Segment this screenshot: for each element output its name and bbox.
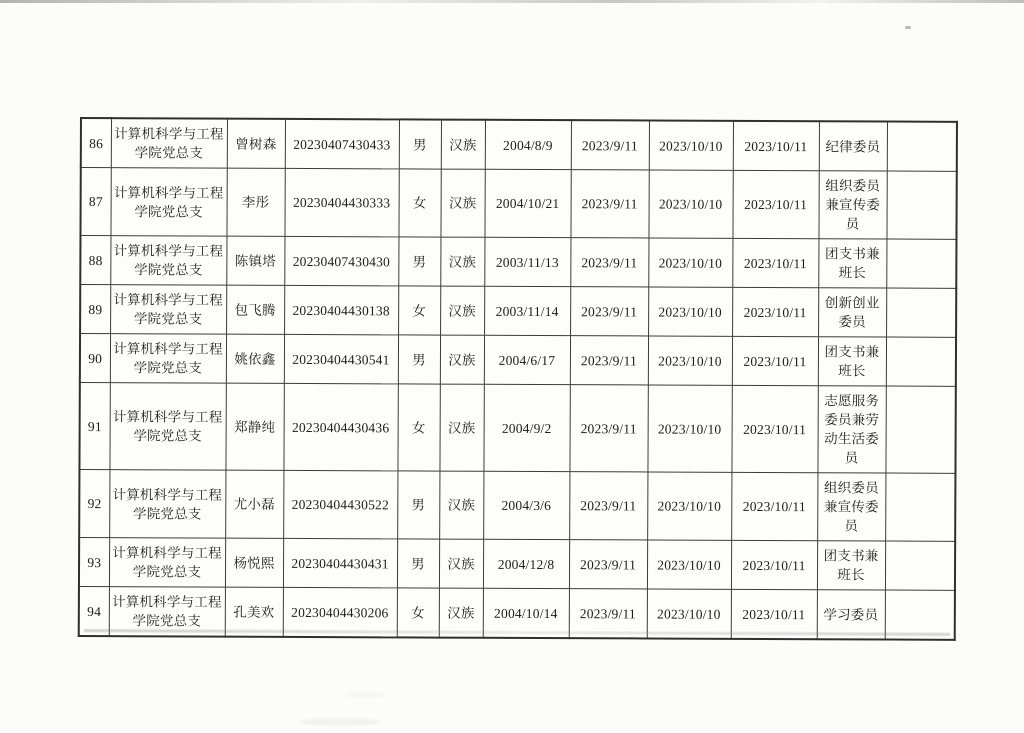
cell-date-2: 2023/10/10 <box>648 336 732 385</box>
cell-position: 组织委员兼宣传委员 <box>818 171 886 239</box>
scan-speck-artifact <box>905 26 911 29</box>
cell-name: 姚依鑫 <box>226 334 284 383</box>
cell-date-3: 2023/10/11 <box>732 170 818 238</box>
cell-birth-date: 2004/10/14 <box>483 588 569 638</box>
table-row <box>80 334 956 387</box>
table-row <box>80 285 956 338</box>
cell-name: 包飞腾 <box>226 285 284 334</box>
cell-gender: 男 <box>397 471 439 539</box>
cell-student-id: 20230404430138 <box>284 285 398 334</box>
cell-date-3: 2023/10/11 <box>731 472 817 540</box>
cell-position: 组织委员兼宣传委员 <box>817 473 885 541</box>
cell-date-2: 2023/10/10 <box>647 589 731 639</box>
cell-position: 团支书兼班长 <box>818 239 886 288</box>
cell-student-id: 20230404430436 <box>283 383 397 470</box>
cell-position: 团支书兼班长 <box>817 541 885 590</box>
cell-student-id: 20230404430431 <box>283 538 397 587</box>
cell-row-number: 94 <box>79 586 109 636</box>
cell-date-2: 2023/10/10 <box>648 170 732 238</box>
cell-student-id: 20230404430333 <box>284 168 398 236</box>
cell-date-1: 2023/9/11 <box>570 287 648 336</box>
cell-position: 学习委员 <box>817 590 885 640</box>
cell-date-2: 2023/10/10 <box>647 472 731 540</box>
cell-row-number: 88 <box>80 236 110 285</box>
cell-date-2: 2023/10/10 <box>648 238 732 287</box>
cell-student-id: 20230404430522 <box>283 470 397 538</box>
cell-date-3: 2023/10/11 <box>732 287 818 336</box>
scan-edge-artifact <box>0 0 1024 3</box>
cell-ethnicity: 汉族 <box>439 471 483 539</box>
cell-date-3: 2023/10/11 <box>731 540 817 589</box>
table-row <box>79 470 955 542</box>
table-row <box>80 236 956 289</box>
cell-date-2: 2023/10/10 <box>647 385 731 472</box>
cell-student-id: 20230404430206 <box>283 587 397 637</box>
scan-smudge-artifact <box>300 718 380 726</box>
table-row <box>79 538 955 591</box>
cell-position: 纪律委员 <box>819 121 887 171</box>
cell-ethnicity: 汉族 <box>439 384 483 471</box>
cell-note <box>887 122 957 172</box>
cell-ethnicity: 汉族 <box>440 335 484 384</box>
cell-date-1: 2023/9/11 <box>571 120 649 170</box>
party-member-roster-table <box>78 117 958 641</box>
cell-name: 郑静纯 <box>225 383 283 470</box>
cell-student-id: 20230404430541 <box>284 334 398 383</box>
cell-ethnicity: 汉族 <box>439 588 483 638</box>
cell-org: 计算机科学与工程学院党总支 <box>110 285 226 335</box>
cell-ethnicity: 汉族 <box>440 286 484 335</box>
cell-note <box>886 337 956 386</box>
cell-gender: 女 <box>398 286 440 335</box>
scan-smudge-artifact <box>345 692 385 698</box>
cell-birth-date: 2004/6/17 <box>484 335 570 384</box>
cell-birth-date: 2004/3/6 <box>483 471 569 539</box>
cell-row-number: 91 <box>79 383 109 470</box>
cell-row-number: 92 <box>79 470 109 538</box>
cell-date-1: 2023/9/11 <box>569 589 647 639</box>
cell-date-3: 2023/10/11 <box>733 121 819 171</box>
cell-position: 创新创业委员 <box>818 288 886 337</box>
cell-student-id: 20230407430433 <box>285 119 399 169</box>
cell-position: 团支书兼班长 <box>818 337 886 386</box>
cell-name: 曾树森 <box>227 119 285 169</box>
cell-org: 计算机科学与工程学院党总支 <box>110 236 226 286</box>
cell-date-3: 2023/10/11 <box>731 589 817 639</box>
cell-org: 计算机科学与工程学院党总支 <box>111 118 227 168</box>
cell-org: 计算机科学与工程学院党总支 <box>109 538 225 588</box>
cell-gender: 男 <box>397 539 439 588</box>
cell-row-number: 89 <box>80 285 110 334</box>
cell-org: 计算机科学与工程学院党总支 <box>110 168 226 237</box>
table-row <box>79 383 955 474</box>
cell-date-1: 2023/9/11 <box>569 472 647 540</box>
cell-org: 计算机科学与工程学院党总支 <box>109 383 225 471</box>
cell-name: 杨悦熙 <box>225 538 283 587</box>
cell-date-2: 2023/10/10 <box>648 287 732 336</box>
cell-date-3: 2023/10/11 <box>732 238 818 287</box>
cell-gender: 男 <box>398 237 440 286</box>
cell-row-number: 87 <box>80 168 110 236</box>
cell-row-number: 93 <box>79 538 109 587</box>
cell-name: 陈镇塔 <box>226 236 284 285</box>
cell-ethnicity: 汉族 <box>440 237 484 286</box>
cell-name: 尤小磊 <box>225 470 283 538</box>
cell-date-1: 2023/9/11 <box>570 336 648 385</box>
cell-birth-date: 2004/9/2 <box>483 384 569 471</box>
cell-note <box>886 239 956 288</box>
cell-name: 孔美欢 <box>225 587 283 637</box>
cell-birth-date: 2004/10/21 <box>484 169 570 237</box>
cell-ethnicity: 汉族 <box>440 169 484 237</box>
cell-note <box>886 288 956 337</box>
cell-birth-date: 2003/11/13 <box>484 237 570 286</box>
cell-row-number: 90 <box>80 334 110 383</box>
cell-org: 计算机科学与工程学院党总支 <box>110 334 226 384</box>
cell-name: 李彤 <box>226 168 284 236</box>
table-row <box>80 168 956 240</box>
cell-gender: 男 <box>398 335 440 384</box>
cell-student-id: 20230407430430 <box>284 236 398 285</box>
cell-gender: 女 <box>397 384 439 471</box>
cell-ethnicity: 汉族 <box>439 539 483 588</box>
cell-date-3: 2023/10/11 <box>732 336 818 385</box>
cell-date-2: 2023/10/10 <box>649 120 733 170</box>
cell-position: 志愿服务委员兼劳动生活委员 <box>817 386 885 473</box>
cell-date-1: 2023/9/11 <box>569 540 647 589</box>
cell-gender: 女 <box>397 588 439 638</box>
cell-note <box>885 473 955 541</box>
cell-date-1: 2023/9/11 <box>569 385 647 472</box>
cell-date-1: 2023/9/11 <box>570 238 648 287</box>
cell-row-number: 86 <box>81 118 111 168</box>
cell-birth-date: 2003/11/14 <box>484 286 570 335</box>
cell-birth-date: 2004/8/9 <box>485 120 571 170</box>
cell-note <box>885 541 955 590</box>
cell-date-3: 2023/10/11 <box>731 385 817 472</box>
roster-table-wrap <box>78 117 958 641</box>
cell-ethnicity: 汉族 <box>441 120 485 170</box>
cell-org: 计算机科学与工程学院党总支 <box>109 470 225 539</box>
cell-gender: 男 <box>399 119 441 169</box>
cell-note <box>886 171 956 239</box>
cell-date-1: 2023/9/11 <box>570 170 648 238</box>
cell-gender: 女 <box>398 169 440 237</box>
table-row <box>81 118 957 171</box>
cell-date-2: 2023/10/10 <box>647 540 731 589</box>
cell-note <box>885 386 955 473</box>
cell-org: 计算机科学与工程学院党总支 <box>109 587 225 637</box>
cell-birth-date: 2004/12/8 <box>483 539 569 588</box>
